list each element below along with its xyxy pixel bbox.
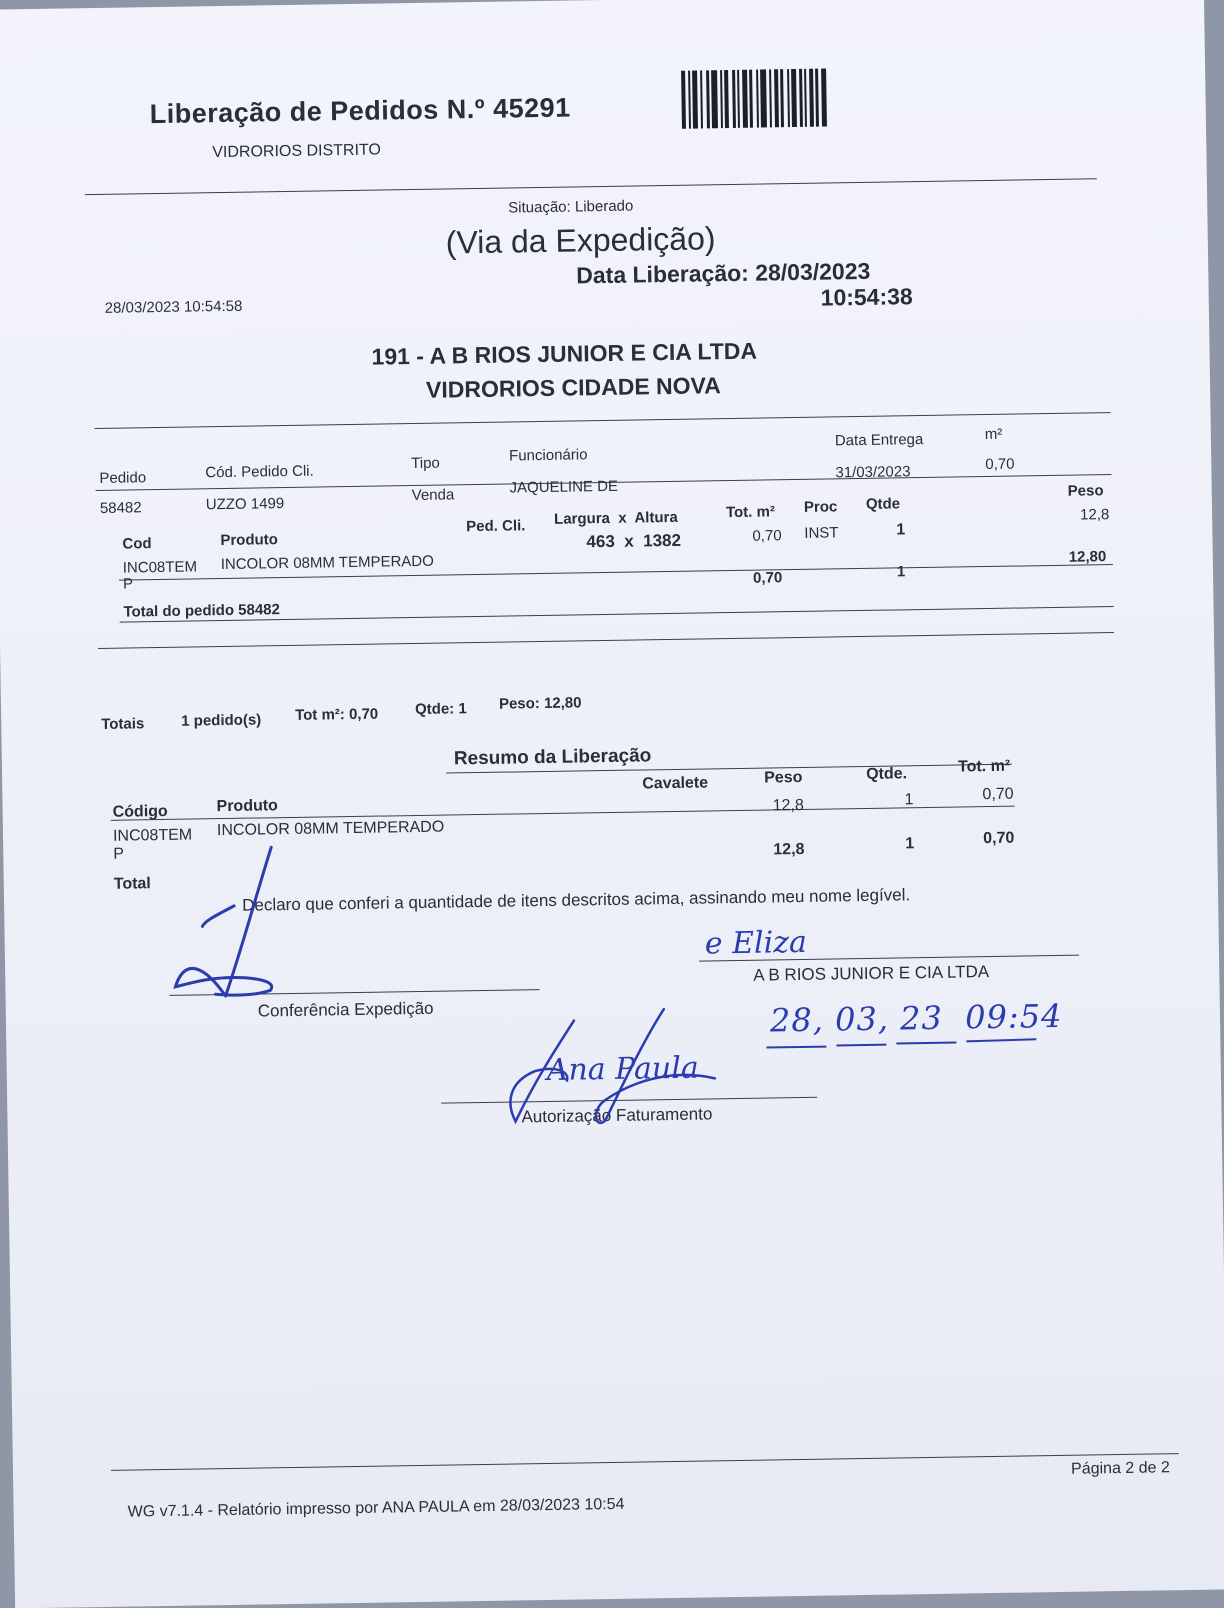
item-dimensoes: 463 x 1382 — [586, 530, 682, 552]
totais-pedidos: 1 pedido(s) — [181, 711, 262, 730]
resumo-total-peso: 12,8 — [773, 840, 805, 859]
item-col-tot-m2: Tot. m² — [725, 503, 776, 522]
document-title: Liberação de Pedidos N.º 45291 — [149, 92, 571, 130]
item-produto: INCOLOR 08MM TEMPERADO — [220, 552, 434, 574]
col-pedido: Pedido — [99, 469, 147, 487]
col-funcionario: Funcionário — [508, 446, 588, 465]
conferencia-signature-scribble — [163, 844, 326, 1016]
order-total-qtde: 1 — [896, 563, 906, 581]
header-divider — [85, 178, 1097, 195]
footer-printed-by: WG v7.1.4 - Relatório impresso por ANA PAULA em 28/03/2023 10:54 — [127, 1495, 625, 1521]
resumo-codigo: INC08TEM — [112, 826, 193, 845]
client-divider — [95, 412, 1111, 429]
totais-peso: Peso: 12,80 — [498, 694, 582, 713]
resumo-col-codigo: Código — [112, 802, 168, 821]
col-tipo: Tipo — [411, 454, 440, 473]
via-label: (Via da Expedição) — [445, 220, 716, 261]
item-cod: INC08TEM — [122, 558, 198, 577]
order-block-divider — [98, 632, 1114, 649]
resumo-col-qtde: Qtde. — [866, 765, 908, 783]
totais-label: Totais — [101, 715, 145, 733]
resumo-title: Resumo da Liberação — [453, 745, 652, 770]
company-subtitle: VIDRORIOS DISTRITO — [212, 141, 382, 162]
item-col-largura-altura: Largura x Altura — [553, 508, 678, 528]
date-underlines — [766, 1037, 1056, 1056]
resumo-produto: INCOLOR 08MM TEMPERADO — [216, 818, 445, 840]
totais-qtde: Qtde: 1 — [414, 700, 467, 719]
resumo-total-label: Total — [113, 875, 151, 893]
footer-page-number: Página 2 de 2 — [1070, 1459, 1170, 1478]
item-col-produto: Produto — [220, 531, 279, 550]
col-cod-pedido-cli: Cód. Pedido Cli. — [205, 462, 314, 482]
autorizacao-handwritten: Ana Paula — [546, 1050, 699, 1088]
order-total-label: Total do pedido 58482 — [123, 601, 281, 621]
situacao-label: Situação: Liberado — [508, 197, 634, 217]
funcionario-value: JAQUELINE DE — [509, 477, 619, 497]
client-name: 191 - A B RIOS JUNIOR E CIA LTDA — [371, 337, 758, 370]
barcode — [681, 68, 827, 128]
resumo-total-qtde: 1 — [905, 835, 915, 853]
resumo-codigo-cont: P — [113, 845, 125, 863]
client-store: VIDRORIOS CIDADE NOVA — [425, 372, 722, 403]
resumo-qtde: 1 — [904, 791, 914, 809]
item-col-peso: Peso — [1067, 482, 1104, 500]
totais-m2: Tot m²: 0,70 — [295, 705, 379, 724]
data-liberacao: Data Liberação: 28/03/2023 — [576, 257, 871, 289]
col-data-entrega: Data Entrega — [834, 431, 924, 450]
item-cod-cont: P — [122, 575, 134, 593]
client-handwritten-date: 28, 03, 23 09:54 — [769, 996, 1063, 1040]
printed-timestamp: 28/03/2023 10:54:58 — [104, 297, 243, 317]
order-total-peso: 12,80 — [1068, 548, 1107, 566]
resumo-col-produto: Produto — [216, 797, 279, 816]
autorizacao-signature-scribble — [494, 1008, 736, 1152]
item-col-qtde: Qtde — [865, 495, 901, 513]
item-col-cod: Cod — [122, 535, 152, 553]
item-tot-m2: 0,70 — [752, 527, 782, 545]
col-m2: m² — [984, 425, 1003, 444]
item-col-ped-cli: Ped. Cli. — [466, 517, 526, 536]
order-total-m2: 0,70 — [752, 569, 783, 587]
item-qtde: 1 — [896, 521, 906, 539]
pedido-value: 58482 — [99, 499, 142, 517]
resumo-tot-m2: 0,70 — [982, 785, 1014, 804]
conferencia-label: Conferência Expedição — [257, 998, 434, 1021]
client-signature-label: A B RIOS JUNIOR E CIA LTDA — [753, 962, 990, 985]
hora-liberacao: 10:54:38 — [820, 283, 913, 311]
resumo-peso: 12,8 — [772, 796, 804, 815]
m2-value: 0,70 — [985, 455, 1015, 474]
resumo-col-peso: Peso — [764, 768, 803, 787]
item-proc: INST — [804, 524, 839, 542]
item-peso: 12,8 — [1079, 506, 1110, 524]
resumo-total-m2: 0,70 — [983, 829, 1015, 848]
declaration-text: Declaro que conferi a quantidade de itens descritos acima, assinando meu nome legível. — [241, 885, 911, 915]
autorizacao-label: Autorização Faturamento — [521, 1104, 713, 1127]
data-entrega-value: 31/03/2023 — [835, 463, 911, 482]
item-col-proc: Proc — [803, 498, 838, 516]
resumo-col-cavalete: Cavalete — [642, 774, 709, 793]
tipo-value: Venda — [411, 486, 455, 505]
footer-divider — [111, 1453, 1179, 1471]
cod-pedido-cli-value: UZZO 1499 — [205, 495, 285, 514]
resumo-col-tot-m2: Tot. m² — [957, 757, 1011, 776]
client-handwritten-name: e Eliza — [704, 924, 808, 962]
